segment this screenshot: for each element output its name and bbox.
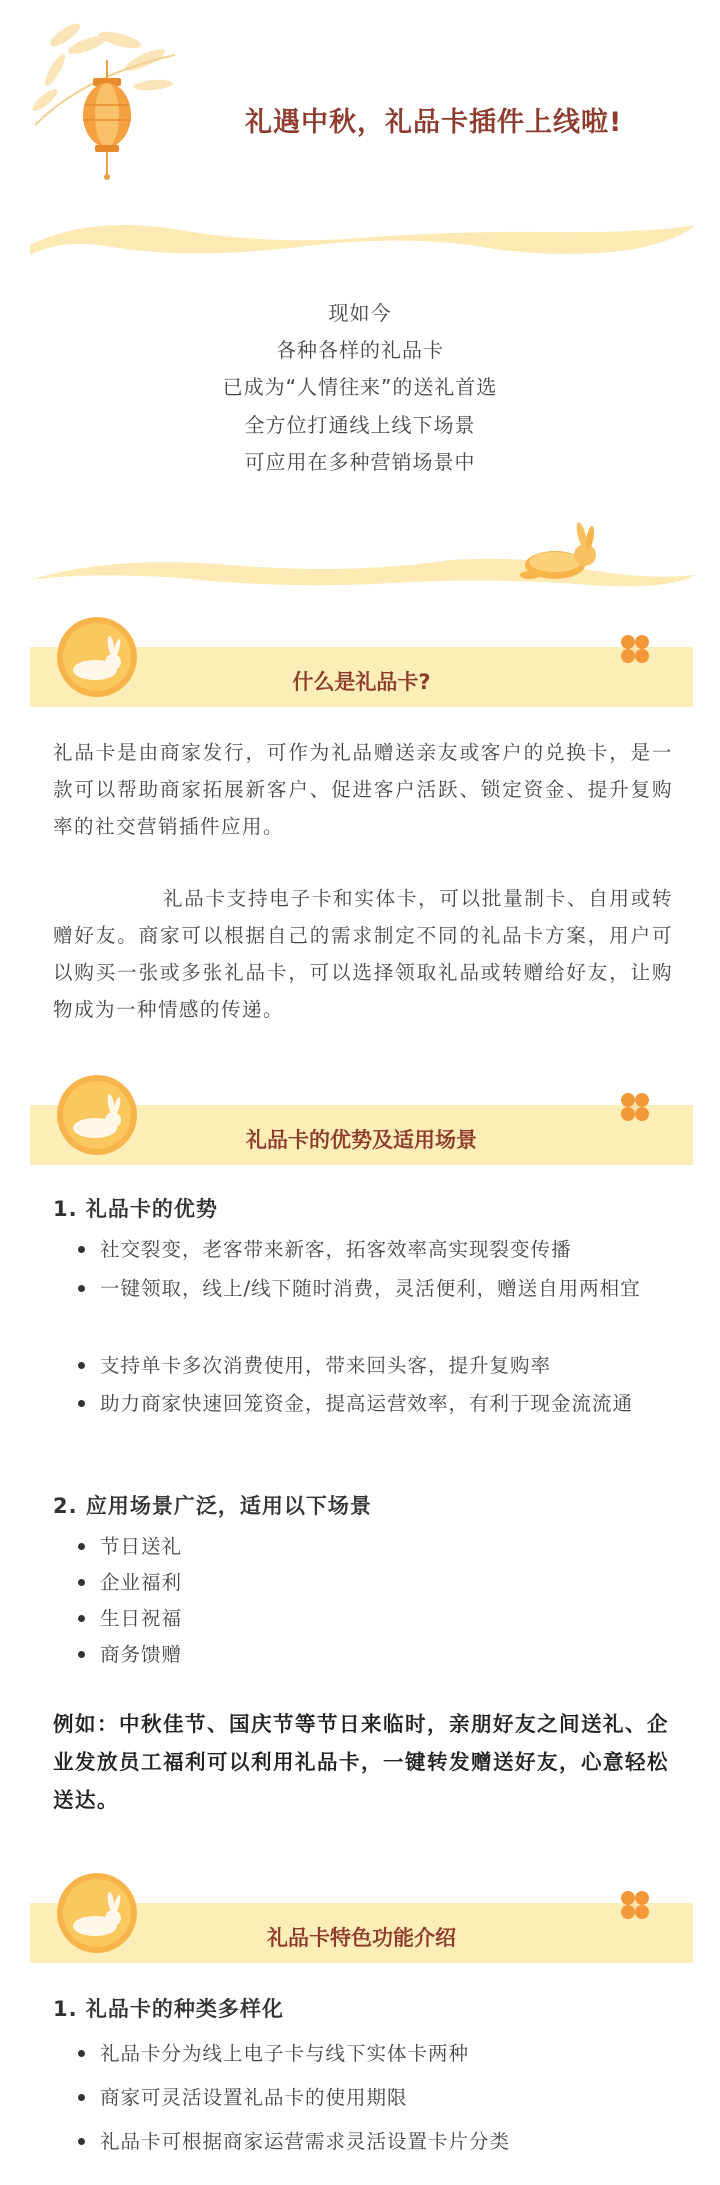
bullet-dot <box>78 1615 85 1622</box>
paragraph-card-types: 礼品卡支持电子卡和实体卡，可以批量制卡、自用或转赠好友。商家可以根据自己的需求制定不同的礼品卡方案，用户可以购买一张或多张礼品卡，可以选择领取礼品或转赠给好友，让购物成为一种情感的传递。 <box>53 887 673 1021</box>
flower-icon <box>618 1888 652 1922</box>
hero-title: 礼遇中秋，礼品卡插件上线啦! <box>245 107 623 138</box>
bullet-dot <box>78 1362 85 1369</box>
feature-item: 礼品卡分为线上电子卡与线下实体卡两种 <box>100 2042 470 2065</box>
scene-item: 节日送礼 <box>100 1535 183 1558</box>
advantage-item: 助力商家快速回笼资金，提高运营效率，有利于现金流流通 <box>100 1392 634 1415</box>
intro-line-2: 各种各样的礼品卡 <box>276 338 444 362</box>
feature-item: 商家可灵活设置礼品卡的使用期限 <box>100 2086 408 2109</box>
flower-icon <box>618 1090 652 1124</box>
lantern-illustration <box>25 15 185 185</box>
bullet-dot <box>78 2094 85 2101</box>
bullet-dot <box>78 1651 85 1658</box>
bullet-dot <box>78 1579 85 1586</box>
bullet-dot <box>78 1400 85 1407</box>
section-title-features: 礼品卡特色功能介绍 <box>267 1926 456 1950</box>
subheading-scenes: 2. 应用场景广泛，适用以下场景 <box>53 1494 372 1518</box>
wave-divider-top <box>30 210 700 270</box>
scene-item: 企业福利 <box>100 1571 183 1594</box>
feature-item: 礼品卡可根据商家运营需求灵活设置卡片分类 <box>100 2130 511 2153</box>
bullet-dot <box>78 1246 85 1253</box>
advantage-item: 支持单卡多次消费使用，带来回头客，提升复购率 <box>100 1354 552 1377</box>
bullet-dot <box>78 2050 85 2057</box>
intro-line-4: 全方位打通线上线下场景 <box>244 413 476 437</box>
subheading-card-types: 1. 礼品卡的种类多样化 <box>53 1997 284 2021</box>
bullet-dot <box>78 1285 85 1292</box>
example-paragraph: 例如：中秋佳节、国庆节等节日来临时，亲朋好友之间送礼、企业发放员工福利可以利用礼品卡，一键转发赠送好友，心意轻松送达。 <box>53 1712 669 1812</box>
intro-line-1: 现如今 <box>328 301 392 325</box>
scene-item: 生日祝福 <box>100 1607 183 1630</box>
bullet-dot <box>78 2138 85 2145</box>
advantage-item: 一键领取，线上/线下随时消费，灵活便利，赠送自用两相宜 <box>100 1277 641 1300</box>
flower-icon <box>618 632 652 666</box>
advantage-item: 社交裂变，老客带来新客，拓客效率高实现裂变传播 <box>100 1238 572 1261</box>
paragraph-definition: 礼品卡是由商家发行，可作为礼品赠送亲友或客户的兑换卡，是一款可以帮助商家拓展新客户、促进客户活跃、锁定资金、提升复购率的社交营销插件应用。 <box>53 741 673 838</box>
wave-divider-rabbit <box>30 520 700 600</box>
bullet-dot <box>78 1543 85 1550</box>
intro-line-3: 已成为“人情往来”的送礼首选 <box>222 375 498 399</box>
subheading-advantages: 1. 礼品卡的优势 <box>53 1197 218 1221</box>
scene-item: 商务馈赠 <box>100 1643 183 1666</box>
section-title-advantages: 礼品卡的优势及适用场景 <box>246 1128 477 1152</box>
intro-line-5: 可应用在多种营销场景中 <box>244 450 476 474</box>
section-title-what: 什么是礼品卡? <box>292 670 431 694</box>
